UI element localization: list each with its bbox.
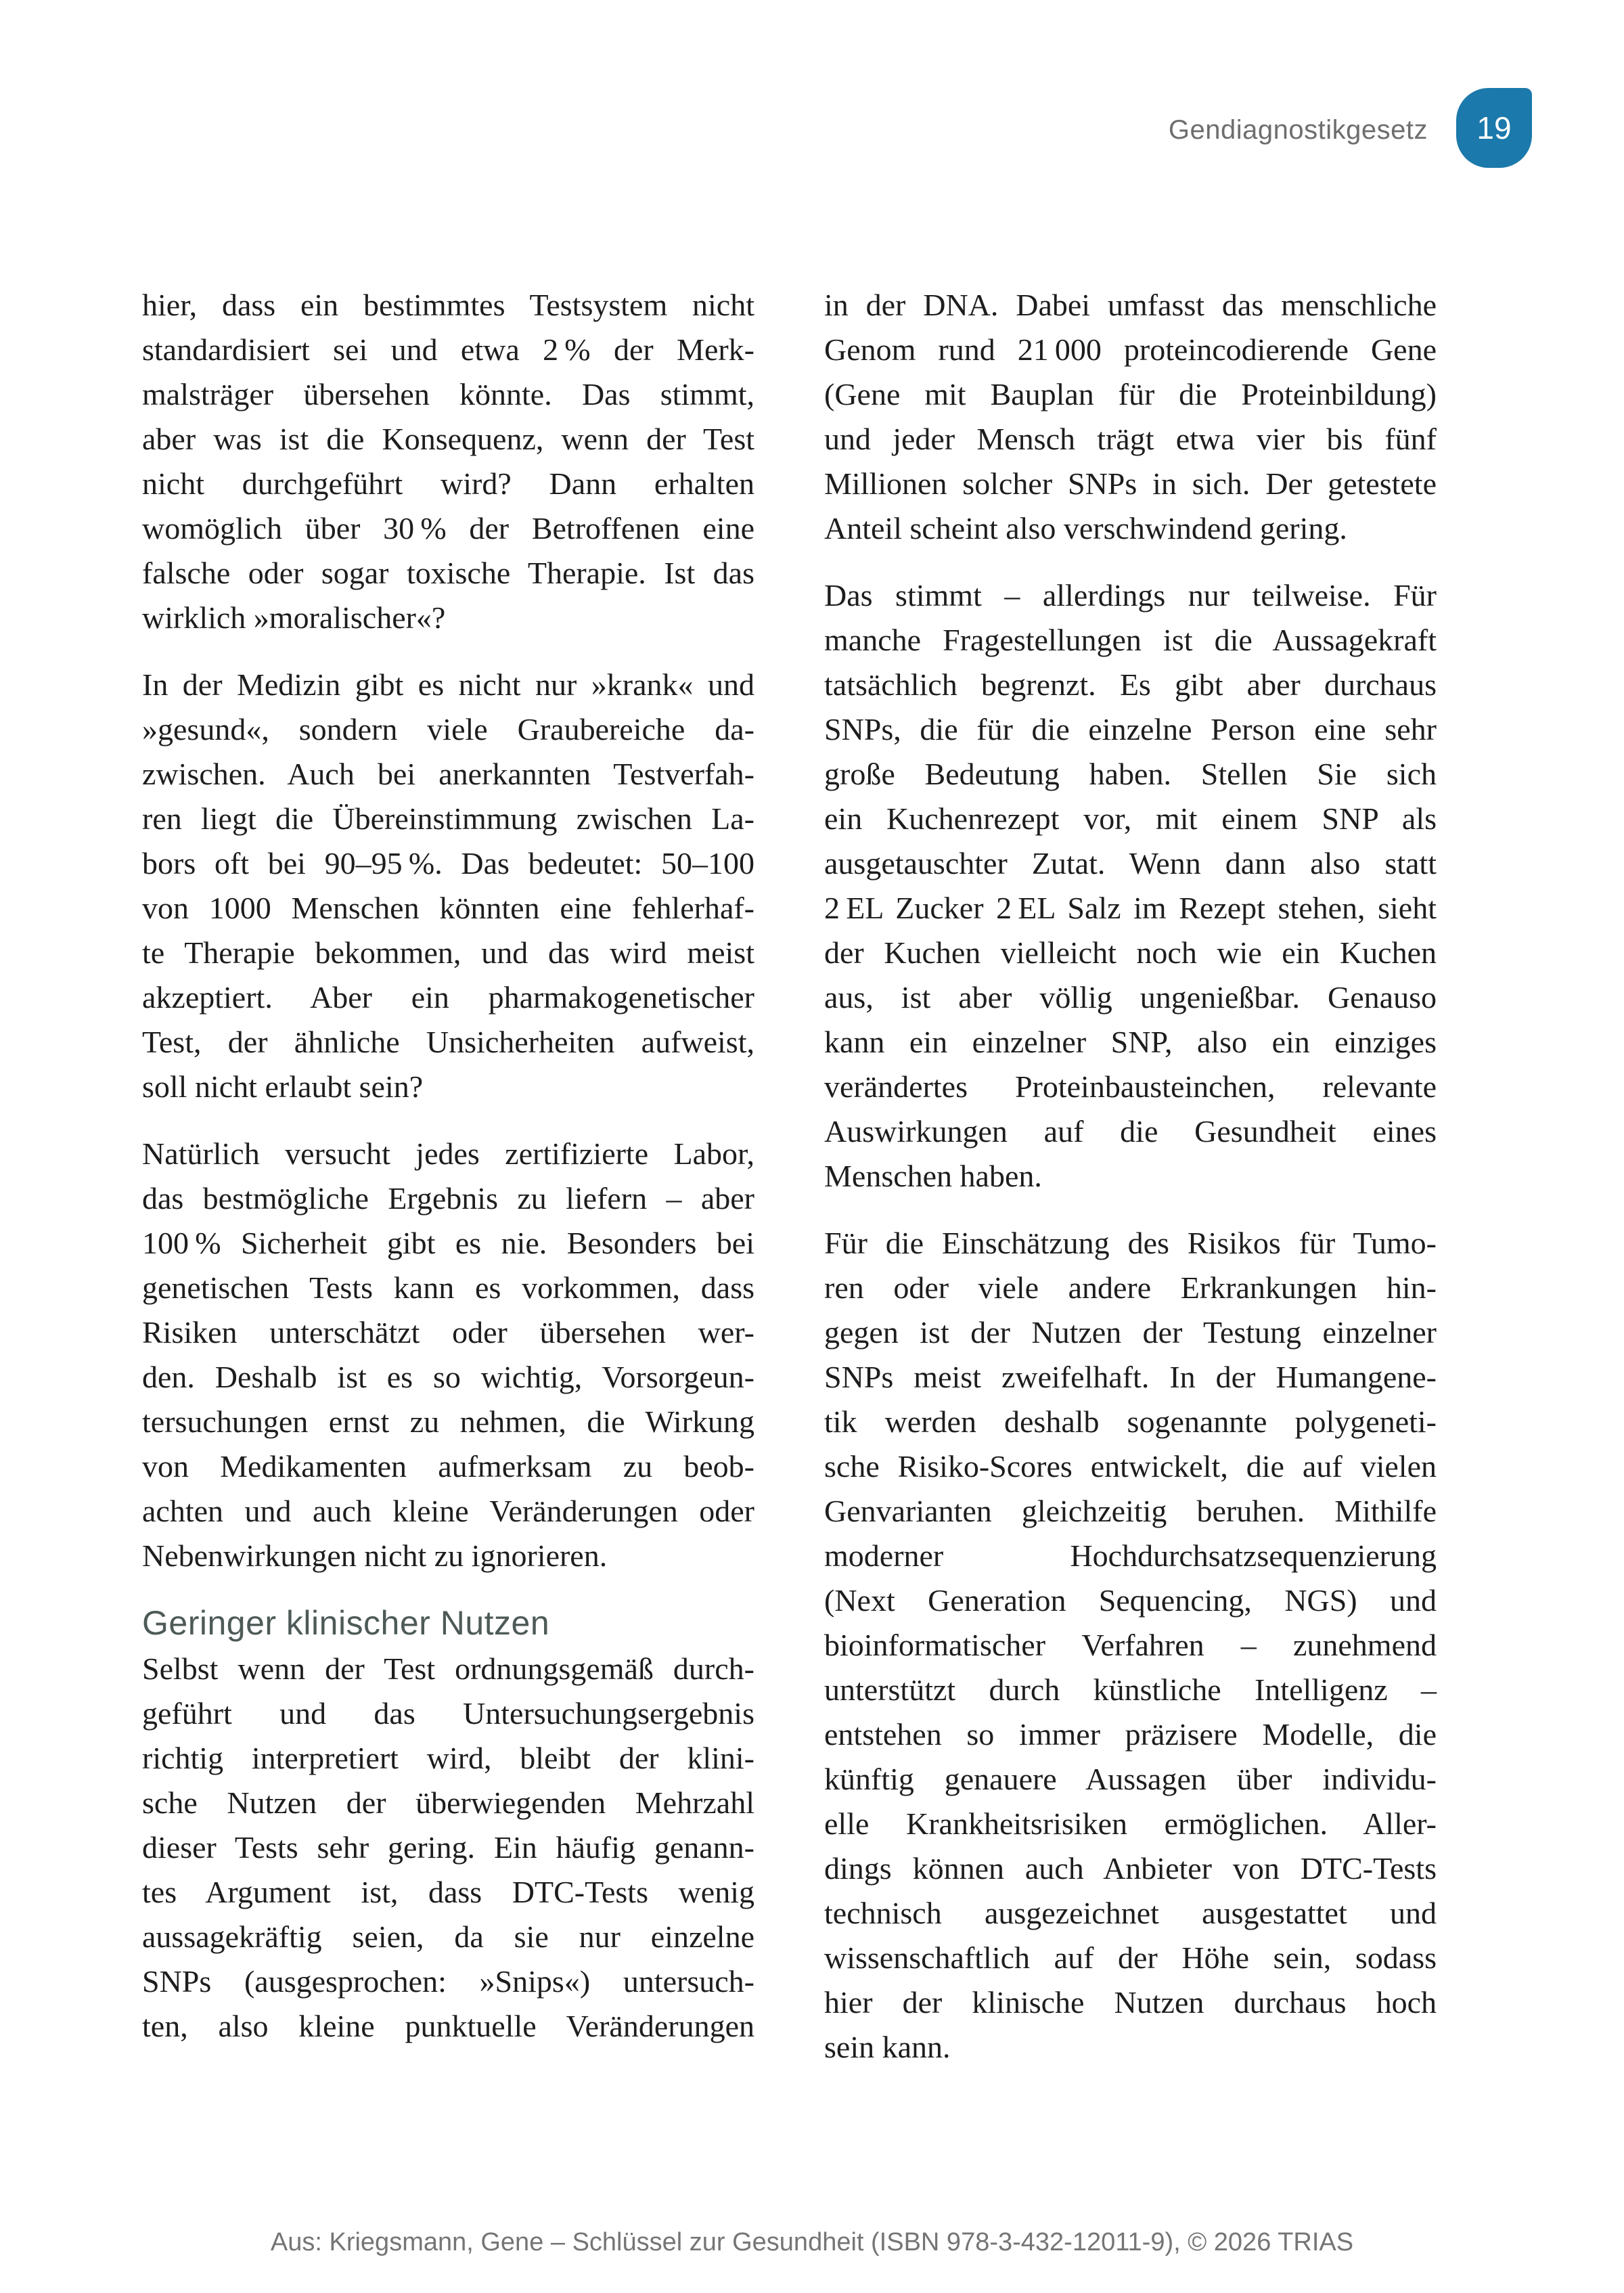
text-line: wirklich »moralischer«? (142, 600, 446, 635)
text-line: ren liegt die Übereinstimmung zwischen La- (142, 801, 754, 836)
text-line: dings können auch Anbieter von DTC-Tests (824, 1851, 1437, 1886)
text-line: kann ein einzelner SNP, also ein einziges (824, 1025, 1437, 1059)
paragraph (142, 1647, 754, 2049)
text-line: dieser Tests sehr gering. Ein häufig genann- (142, 1830, 754, 1865)
text-line: nicht durchgeführt wird? Dann erhalten (142, 466, 754, 501)
text-line: zwischen. Auch bei anerkannten Testverfah- (142, 757, 754, 791)
text-line: geführt und das Untersuchungsergebnis (142, 1696, 754, 1731)
text-line: SNPs, die für die einzelne Person eine sehr (824, 712, 1437, 747)
text-line: gegen ist der Nutzen der Testung einzelner (824, 1315, 1437, 1350)
running-head-title: Gendiagnostikgesetz (1168, 115, 1428, 145)
text-line: ren oder viele andere Erkrankungen hin- (824, 1270, 1437, 1305)
text-line: Anteil scheint also verschwindend gering. (824, 511, 1347, 546)
text-line: der Kuchen vielleicht noch wie ein Kuchen (824, 935, 1437, 970)
text-line: tik werden deshalb sogenannte polygeneti- (824, 1404, 1437, 1439)
paragraph (142, 1132, 754, 1578)
text-line: unterstützt durch künstliche Intelligenz – (824, 1672, 1437, 1707)
text-line: Test, der ähnliche Unsicherheiten aufweist, (142, 1025, 754, 1059)
text-line: malsträger übersehen könnte. Das stimmt, (142, 377, 754, 411)
paragraph (824, 1221, 1437, 2070)
text-line: ausgetauschter Zutat. Wenn dann also statt (824, 846, 1437, 881)
text-line: entstehen so immer präzisere Modelle, die (824, 1717, 1437, 1752)
text-line: Genom rund 21 000 proteincodierende Gene (824, 332, 1437, 367)
text-line: technisch ausgezeichnet ausgestattet und (824, 1896, 1437, 1930)
text-line: womöglich über 30 % der Betroffenen eine (142, 511, 754, 546)
text-line: richtig interpretiert wird, bleibt der klini- (142, 1741, 754, 1775)
text-line: In der Medizin gibt es nicht nur »krank« und (142, 667, 754, 702)
text-line: SNPs (ausgesprochen: »Snips«) untersuch- (142, 1964, 754, 1999)
text-line: SNPs meist zweifelhaft. In der Humangene- (824, 1360, 1437, 1394)
text-line: in der DNA. Dabei umfasst das menschliche (824, 288, 1437, 322)
text-line: manche Fragestellungen ist die Aussagekraft (824, 623, 1437, 657)
text-line: Genvarianten gleichzeitig beruhen. Mithilfe (824, 1494, 1437, 1528)
section-heading: Geringer klinischer Nutzen (142, 1604, 550, 1642)
text-line: künftig genauere Aussagen über individu- (824, 1762, 1437, 1796)
text-line: standardisiert sei und etwa 2 % der Merk- (142, 332, 754, 367)
text-line: tatsächlich begrenzt. Es gibt aber durchaus (824, 667, 1437, 702)
text-line: Selbst wenn der Test ordnungsgemäß durch- (142, 1651, 754, 1686)
text-line: den. Deshalb ist es so wichtig, Vorsorgeun- (142, 1360, 754, 1394)
text-line: Auswirkungen auf die Gesundheit eines (824, 1114, 1437, 1149)
text-line: »gesund«, sondern viele Graubereiche da- (142, 712, 754, 747)
text-line: bors oft bei 90–95 %. Das bedeutet: 50–100 (142, 846, 754, 881)
paragraph (824, 573, 1437, 1199)
text-line: aber was ist die Konsequenz, wenn der Test (142, 422, 754, 456)
text-line: sche Risiko-Scores entwickelt, die auf vielen (824, 1449, 1437, 1484)
text-line: falsche oder sogar toxische Therapie. Ist das (142, 556, 754, 590)
left-column (142, 283, 754, 2071)
text-line: Das stimmt – allerdings nur teilweise. Für (824, 578, 1437, 613)
text-line: 100 % Sicherheit gibt es nie. Besonders bei (142, 1226, 754, 1260)
text-line: sche Nutzen der überwiegenden Mehrzahl (142, 1785, 754, 1820)
text-line: Nebenwirkungen nicht zu ignorieren. (142, 1538, 608, 1573)
text-line: aus, ist aber völlig ungenießbar. Genauso (824, 980, 1437, 1015)
text-line: Millionen solcher SNPs in sich. Der getestete (824, 466, 1437, 501)
text-line: akzeptiert. Aber ein pharmakogenetischer (142, 980, 754, 1015)
text-line: moderner Hochdurchsatzsequenzierung (824, 1538, 1437, 1573)
text-line: soll nicht erlaubt sein? (142, 1069, 424, 1104)
text-line: ten, also kleine punktuelle Veränderungen (142, 2009, 754, 2043)
paragraph (142, 283, 754, 640)
text-line: von 1000 Menschen könnten eine fehlerhaf- (142, 891, 754, 925)
text-line: tersuchungen ernst zu nehmen, die Wirkung (142, 1404, 754, 1439)
text-line: sein kann. (824, 2030, 951, 2064)
paragraph (824, 283, 1437, 551)
paragraph (142, 663, 754, 1109)
text-line: ein Kuchenrezept vor, mit einem SNP als (824, 801, 1437, 836)
text-line: (Gene mit Bauplan für die Proteinbildung) (824, 377, 1437, 411)
text-line: achten und auch kleine Veränderungen oder (142, 1494, 754, 1528)
footer-credit: Aus: Kriegsmann, Gene – Schlüssel zur Gesundheit (ISBN 978-3-432-12011-9), © 2026 TRIAS (270, 2228, 1354, 2256)
text-line: elle Krankheitsrisiken ermöglichen. Aller- (824, 1806, 1437, 1841)
text-line: und jeder Mensch trägt etwa vier bis fünf (824, 422, 1437, 456)
text-line: Für die Einschätzung des Risikos für Tumo- (824, 1226, 1437, 1260)
text-line: große Bedeutung haben. Stellen Sie sich (824, 757, 1437, 791)
right-column (824, 283, 1437, 2092)
text-line: Natürlich versucht jedes zertifizierte Labor, (142, 1136, 754, 1171)
page-number-badge (1456, 88, 1532, 168)
page-number: 19 (1476, 110, 1512, 146)
text-line: wissenschaftlich auf der Höhe sein, sodass (824, 1940, 1437, 1975)
text-line: Menschen haben. (824, 1159, 1042, 1193)
text-line: (Next Generation Sequencing, NGS) und (824, 1583, 1437, 1618)
text-line: hier, dass ein bestimmtes Testsystem nicht (142, 288, 754, 322)
text-line: bioinformatischer Verfahren – zunehmend (824, 1628, 1437, 1662)
text-line: das bestmögliche Ergebnis zu liefern – aber (142, 1181, 754, 1216)
text-line: von Medikamenten aufmerksam zu beob- (142, 1449, 754, 1484)
text-line: tes Argument ist, dass DTC-Tests wenig (142, 1875, 754, 1909)
text-line: 2 EL Zucker 2 EL Salz im Rezept stehen, sieht (824, 891, 1437, 925)
text-line: verändertes Proteinbausteinchen, relevante (824, 1069, 1437, 1104)
text-line: te Therapie bekommen, und das wird meist (142, 935, 754, 970)
text-line: Risiken unterschätzt oder übersehen wer- (142, 1315, 754, 1350)
text-line: aussagekräftig seien, da sie nur einzelne (142, 1919, 754, 1954)
text-line: hier der klinische Nutzen durchaus hoch (824, 1985, 1437, 2020)
text-line: genetischen Tests kann es vorkommen, dass (142, 1270, 754, 1305)
